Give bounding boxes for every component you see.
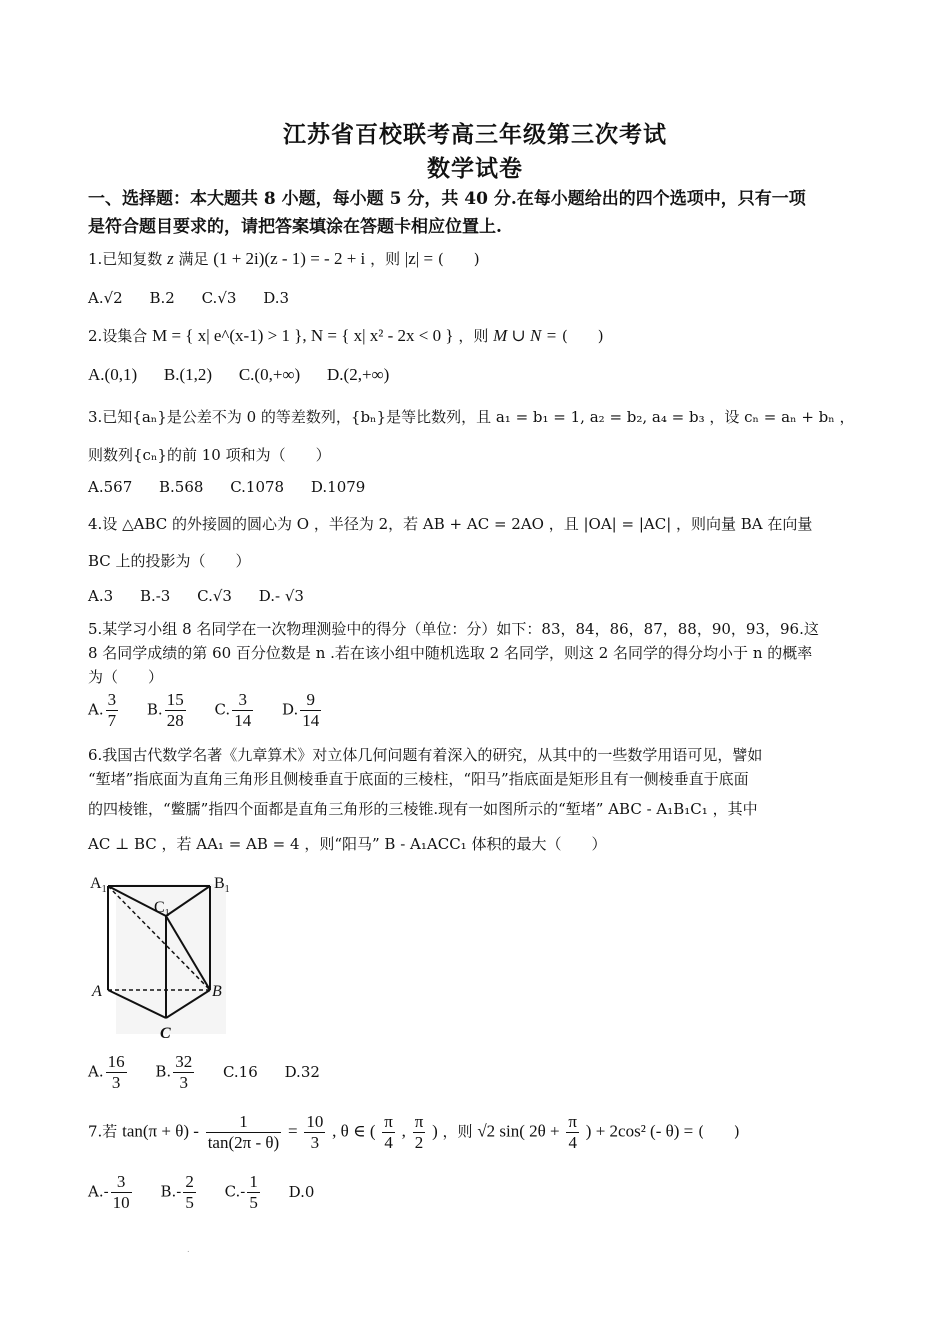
q5-option-a[interactable] — [88, 690, 120, 731]
q1-option-c[interactable]: C.√3 — [201, 289, 237, 307]
q2-paren: ( ) — [561, 327, 604, 345]
q6-option-b-num: 32 — [175, 1052, 193, 1071]
q7-frac-4-num: π — [414, 1112, 424, 1131]
question-7: 7.若 tan(π + θ) - $\frac{1}{\tan(2\pi - \theta)}$ = $\frac{10}{3}$ , θ ∈ ( $\frac{\pi}{4}$ , $\frac{\pi}{2}$ ) ，则 √2 sin( 2θ + $\frac{\pi}{4}$ ) + 2cos² (- θ) = ( ) — [88, 1112, 740, 1152]
q5-option-d-den: 14 — [302, 711, 320, 730]
q7-option-b-den: 5 — [185, 1193, 194, 1212]
q2-post: ，则 — [458, 327, 489, 345]
q2-option-b[interactable]: B.(1,2) — [163, 365, 213, 384]
q2-pre: 2.设集合 — [88, 327, 148, 345]
label-a1: $A_1$ — [90, 875, 107, 895]
q5-option-c[interactable] — [214, 690, 255, 731]
q5-option-b-label: B. — [146, 700, 163, 719]
q7-option-d[interactable]: D.0 — [288, 1182, 315, 1201]
q3-option-c[interactable]: C.1078 — [230, 478, 285, 496]
q5-options — [88, 690, 345, 731]
q5-option-c-label: C. — [214, 700, 231, 719]
q4-option-d[interactable]: D.- √3 — [258, 587, 304, 605]
q1-option-d[interactable]: D.3 — [263, 289, 290, 307]
q4-option-b[interactable]: B.-3 — [139, 587, 171, 605]
label-b: B — [212, 983, 222, 1000]
q7-options — [88, 1172, 336, 1213]
q7-option-c[interactable] — [225, 1172, 262, 1213]
q7-option-a-den: 10 — [112, 1193, 130, 1212]
q5-option-d-frac — [300, 690, 321, 731]
q7-option-b[interactable] — [160, 1172, 197, 1213]
q1-post: ，则 — [370, 250, 401, 268]
q5-option-d[interactable] — [282, 690, 323, 731]
q4-option-c[interactable]: C.√3 — [197, 587, 232, 605]
q7-option-b-frac — [183, 1172, 196, 1213]
q7-frac-2-den: 3 — [310, 1133, 320, 1152]
q2-ask: M ∪ N = — [493, 326, 558, 345]
q7-expr-b: = — [287, 1121, 298, 1141]
q7-option-b-num: 2 — [185, 1172, 194, 1191]
q7-option-c-label: C.- — [224, 1182, 246, 1201]
exam-title: 江苏省百校联考高三年级第三次考试 — [283, 121, 667, 148]
q5-line-2: 8 名同学成绩的第 60 百分位数是 n .若在该小组中随机选取 2 名同学，则这 2 名同学的得分均小于 n 的概率 — [88, 644, 813, 662]
q3-option-b[interactable]: B.568 — [159, 478, 204, 496]
q7-frac-4 — [413, 1112, 426, 1153]
q5-option-a-den: 7 — [107, 711, 117, 730]
q3-line-1: 3.已知{aₙ}是公差不为 0 的等差数列，{bₙ}是等比数列，且 a₁ = b₁ = 1, a₂ = b₂, a₄ = b₃ ，设 cₙ = aₙ + bₙ ， — [88, 408, 855, 426]
q1-expr: (1 + 2i)(z - 1) = - 2 + i — [213, 249, 366, 268]
q3-option-a[interactable]: A.567 — [88, 478, 133, 496]
q7-frac-1 — [206, 1112, 281, 1153]
q6-option-a-den: 3 — [111, 1073, 121, 1092]
q4-line-2: BC 上的投影为（ ） — [88, 552, 251, 570]
q7-option-a-frac — [111, 1172, 132, 1213]
q1-pre: 1.已知复数 — [88, 250, 163, 268]
footer-mark: . — [187, 1245, 190, 1254]
q7-frac-3-den: 4 — [384, 1133, 393, 1152]
q7-expr-a: tan(π + θ) - — [122, 1121, 199, 1141]
label-c1: $C_1$ — [154, 899, 170, 919]
label-a: A — [92, 983, 102, 1000]
question-1 — [88, 248, 480, 270]
q7-option-a-label: A.- — [88, 1182, 109, 1201]
section-heading-line-1: 一、选择题：本大题共 8 小题，每小题 5 分，共 40 分.在每小题给出的四个选项中，只有一项 — [88, 189, 806, 209]
q2-option-d[interactable]: D.(2,+∞) — [327, 365, 390, 384]
q6-option-d[interactable]: D.32 — [284, 1062, 320, 1081]
q7-expr-f: ) + 2cos² (- θ) = — [585, 1121, 694, 1141]
q7-option-c-den: 5 — [249, 1193, 258, 1212]
q7-frac-2 — [304, 1112, 325, 1153]
q5-option-a-label: A. — [88, 700, 104, 719]
q5-option-b[interactable] — [147, 690, 188, 731]
q4-line-1: 4.设 △ABC 的外接圆的圆心为 O ，半径为 2，若 AB + AC = 2AO ，且 |OA| = |AC| ，则向量 BA 在向量 — [88, 515, 813, 533]
q7-option-b-label: B.- — [160, 1182, 182, 1201]
q6-option-a-frac — [106, 1052, 127, 1093]
q6-line-1: 6.我国古代数学名著《九章算术》对立体几何问题有着深入的研究，从其中的一些数学用语可见，譬如 — [88, 746, 763, 764]
q1-paren: ( ) — [437, 250, 480, 268]
q6-option-b[interactable] — [155, 1052, 196, 1093]
label-c: C — [160, 1025, 171, 1042]
q6-option-a-num: 16 — [107, 1052, 125, 1071]
q6-option-a[interactable] — [88, 1052, 129, 1093]
label-b1: $B_1$ — [214, 875, 230, 895]
q6-option-b-frac — [173, 1052, 194, 1093]
q7-option-c-frac — [247, 1172, 260, 1213]
q1-options — [88, 287, 311, 309]
q7-frac-3 — [382, 1112, 395, 1153]
q5-option-b-frac — [165, 690, 186, 731]
q7-frac-2-num: 10 — [306, 1112, 324, 1131]
q2-option-c[interactable]: C.(0,+∞) — [238, 365, 301, 384]
q7-frac-4-den: 2 — [414, 1133, 424, 1152]
q7-pre: 7.若 — [88, 1122, 118, 1141]
q7-frac-3-num: π — [384, 1112, 393, 1131]
q5-option-c-den: 14 — [234, 711, 252, 730]
q5-option-d-label: D. — [281, 700, 299, 719]
q1-var: z — [167, 249, 174, 268]
prism-figure — [88, 868, 238, 1048]
q3-option-d[interactable]: D.1079 — [310, 478, 366, 496]
q6-option-a-label: A. — [88, 1062, 104, 1081]
q1-option-b[interactable]: B.2 — [149, 289, 175, 307]
q7-frac-5-den: 4 — [568, 1133, 577, 1152]
q5-option-b-den: 28 — [166, 711, 184, 730]
q5-option-a-num: 3 — [107, 690, 117, 709]
q7-expr-e: √2 sin( 2θ + — [477, 1121, 560, 1141]
q1-ask: |z| = — [404, 249, 434, 268]
q7-frac-1-num: 1 — [206, 1112, 281, 1133]
q2-options — [88, 364, 411, 386]
q5-option-a-frac — [106, 690, 119, 731]
q4-options — [88, 585, 326, 607]
q7-option-a[interactable] — [88, 1172, 134, 1213]
q6-line-3: 的四棱锥，“鳖臑”指四个面都是直角三角形的三棱锥.现有一如图所示的“堑堵” ABC - A₁B₁C₁ ，其中 — [88, 800, 758, 818]
q4-option-a[interactable]: A.3 — [88, 587, 114, 605]
q7-paren: ( ) — [698, 1122, 740, 1141]
q2-option-a[interactable]: A.(0,1) — [88, 365, 138, 384]
q6-options — [88, 1052, 342, 1093]
q1-mid: 满足 — [178, 250, 209, 268]
q6-line-2: “堑堵”指底面为直角三角形且侧棱垂直于底面的三棱柱，“阳马”指底面是矩形且有一侧棱垂直于底面 — [88, 770, 749, 788]
q6-line-4: AC ⊥ BC ，若 AA₁ = AB = 4 ，则“阳马” B - A₁ACC₁ 体积的最大（ ） — [88, 835, 607, 853]
exam-subtitle: 数学试卷 — [427, 155, 523, 182]
q6-option-c[interactable]: C.16 — [222, 1062, 258, 1081]
q7-frac-1-den: tan(2π - θ) — [207, 1133, 280, 1152]
q7-post: ，则 — [442, 1122, 473, 1141]
q5-option-c-frac — [232, 690, 253, 731]
question-2 — [88, 325, 604, 347]
q7-expr-c: , θ ∈ ( — [332, 1121, 376, 1141]
q5-option-b-num: 15 — [166, 690, 184, 709]
q7-expr-d: ) — [432, 1121, 438, 1141]
q7-option-c-num: 1 — [249, 1172, 258, 1191]
q7-frac-5 — [566, 1112, 579, 1153]
q5-option-d-num: 9 — [300, 690, 321, 711]
q3-line-2: 则数列{cₙ}的前 10 项和为（ ） — [88, 446, 331, 464]
q5-line-3: 为（ ） — [88, 668, 164, 686]
q7-option-a-num: 3 — [111, 1172, 132, 1193]
q7-frac-5-num: π — [568, 1112, 578, 1131]
q6-option-b-den: 3 — [179, 1073, 188, 1092]
q5-option-c-num: 3 — [232, 690, 253, 711]
q5-line-1: 5.某学习小组 8 名同学在一次物理测验中的得分（单位：分）如下：83，84，86，87，88，90，93，96.这 — [88, 620, 819, 638]
section-heading-line-2: 是符合题目要求的，请把答案填涂在答题卡相应位置上. — [88, 217, 502, 237]
q1-option-a[interactable]: A.√2 — [88, 289, 123, 307]
q3-options — [88, 476, 387, 498]
q2-expr: M = { x| e^(x-1) > 1 }, N = { x| x² - 2x < 0 } — [152, 326, 454, 345]
q6-option-b-label: B. — [155, 1062, 172, 1081]
